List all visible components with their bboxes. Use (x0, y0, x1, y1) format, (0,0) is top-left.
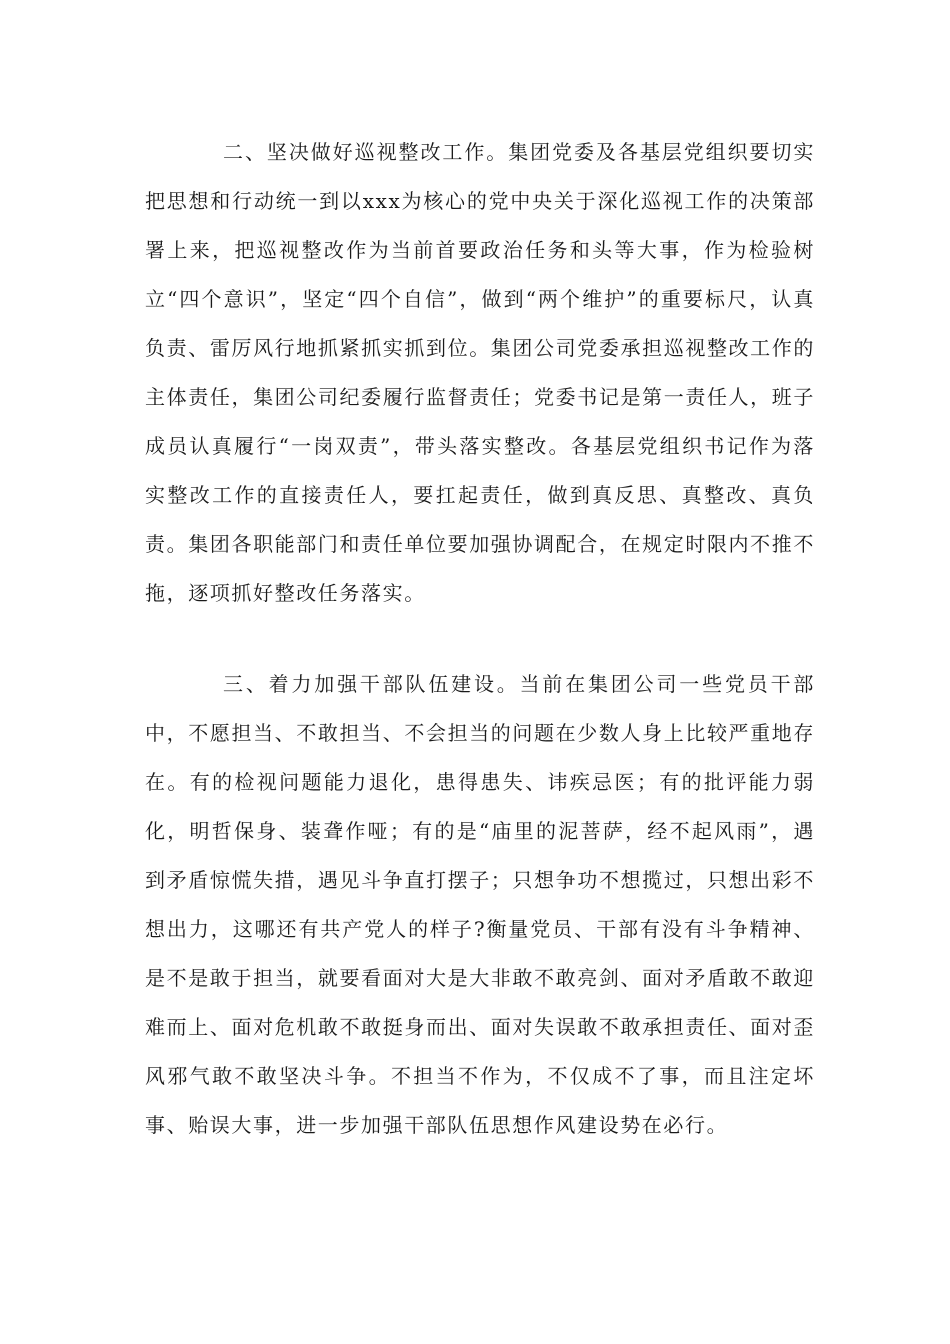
paragraph-cadre-team-building: 三、着力加强干部队伍建设。当前在集团公司一些党员干部中，不愿担当、不敢担当、不会担当的问题在少数人身上比较严重地存在。有的检视问题能力退化，患得患失、讳疾忌医；有的批评能力弱化，明哲保身、装聋作哑；有的是“庙里的泥菩萨，经不起风雨”，遇到矛盾惊慌失措，遇见斗争直打摆子；只想争功不想揽过，只想出彩不想出力，这哪还有共产党人的样子?衡量党员、干部有没有斗争精神、是不是敢于担当，就要看面对大是大非敢不敢亮剑、面对矛盾敢不敢迎难而上、面对危机敢不敢挺身而出、面对失误敢不敢承担责任、面对歪风邪气敢不敢坚决斗争。不担当不作为，不仅成不了事，而且注定坏事、贻误大事，进一步加强干部队伍思想作风建设势在必行。 (145, 672, 815, 1137)
paragraph-inspection-rectification: 二、坚决做好巡视整改工作。集团党委及各基层党组织要切实把思想和行动统一到以xxx为核心的党中央关于深化巡视工作的决策部署上来，把巡视整改作为当前首要政治任务和头等大事，作为检验树立“四个意识”，坚定“四个自信”，做到“两个维护”的重要标尺，认真负责、雷厉风行地抓紧抓实抓到位。集团公司党委承担巡视整改工作的主体责任，集团公司纪委履行监督责任；党委书记是第一责任人，班子成员认真履行“一岗双责”，带头落实整改。各基层党组织书记作为落实整改工作的直接责任人，要扛起责任，做到真反思、真整改、真负责。集团各职能部门和责任单位要加强协调配合，在规定时限内不推不拖，逐项抓好整改任务落实。 (145, 140, 815, 605)
